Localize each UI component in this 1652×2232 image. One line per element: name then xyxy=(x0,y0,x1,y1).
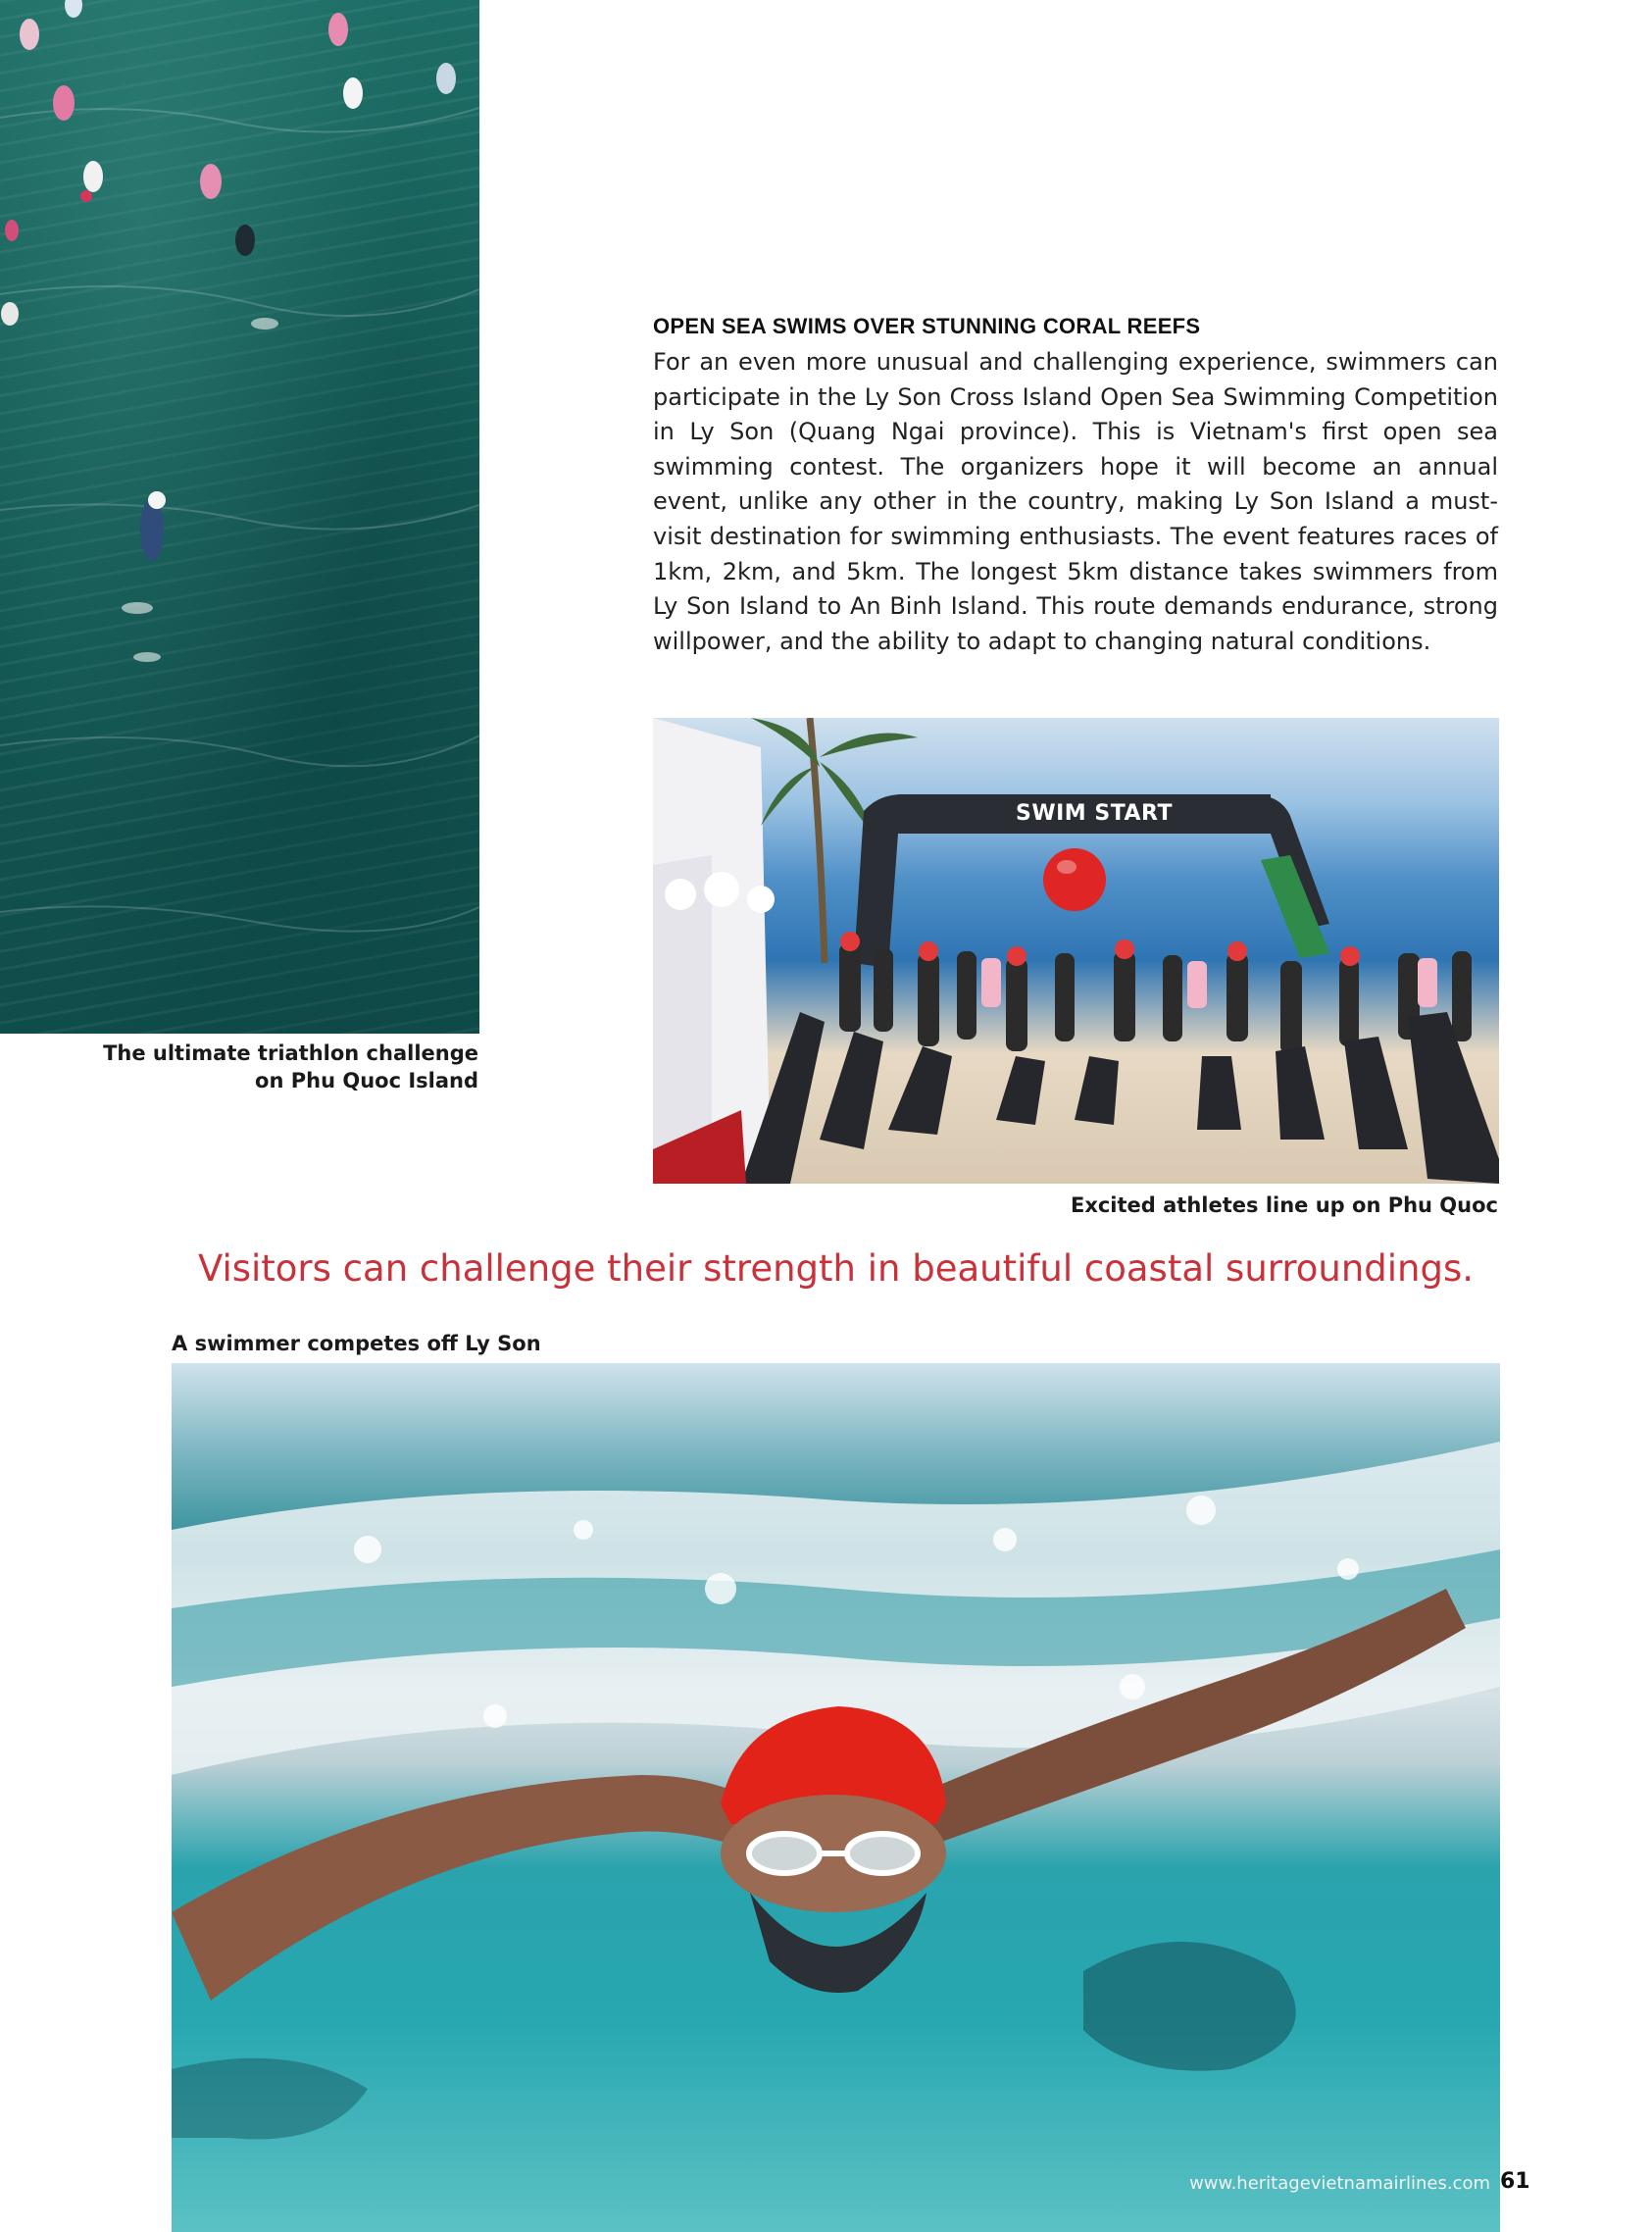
article-heading: OPEN SEA SWIMS OVER STUNNING CORAL REEFS xyxy=(653,314,1201,338)
page-number: 61 xyxy=(1500,2169,1530,2194)
swim-start-photo xyxy=(653,718,1499,1184)
footer-url[interactable]: www.heritagevietnamairlines.com xyxy=(1189,2173,1490,2194)
pull-quote: Visitors can challenge their strength in beautiful coastal surroundings. xyxy=(197,1247,1475,1290)
swim-start-photo-caption: Excited athletes line up on Phu Quoc xyxy=(1070,1193,1498,1217)
underwater-swimmer-photo xyxy=(172,1363,1500,2232)
article-body: For an even more unusual and challenging experience, swimmers can participate in the Ly Son Cross Island Open Sea Swimming Competition in Ly Son (Quang Ngai province). This is Vietnam's first open sea swimming contest. The organizers hope it will become an annual event, unlike any other in the country, making Ly Son Island a must-visit destination for swimming enthusiasts. The event features races of 1km, 2km, and 5km. The longest 5km distance takes swimmers from Ly Son Island to An Binh Island. This route demands endurance, strong willpower, and the ability to adapt to changing natural conditions. xyxy=(653,348,1498,655)
swim-start-arch-label: SWIM START xyxy=(1016,801,1173,826)
aerial-photo-caption: The ultimate triathlon challenge on Phu Quoc Island xyxy=(103,1041,478,1092)
aerial-swimmers-photo xyxy=(0,0,479,1034)
swimmer-photo-caption: A swimmer competes off Ly Son xyxy=(172,1332,541,1355)
